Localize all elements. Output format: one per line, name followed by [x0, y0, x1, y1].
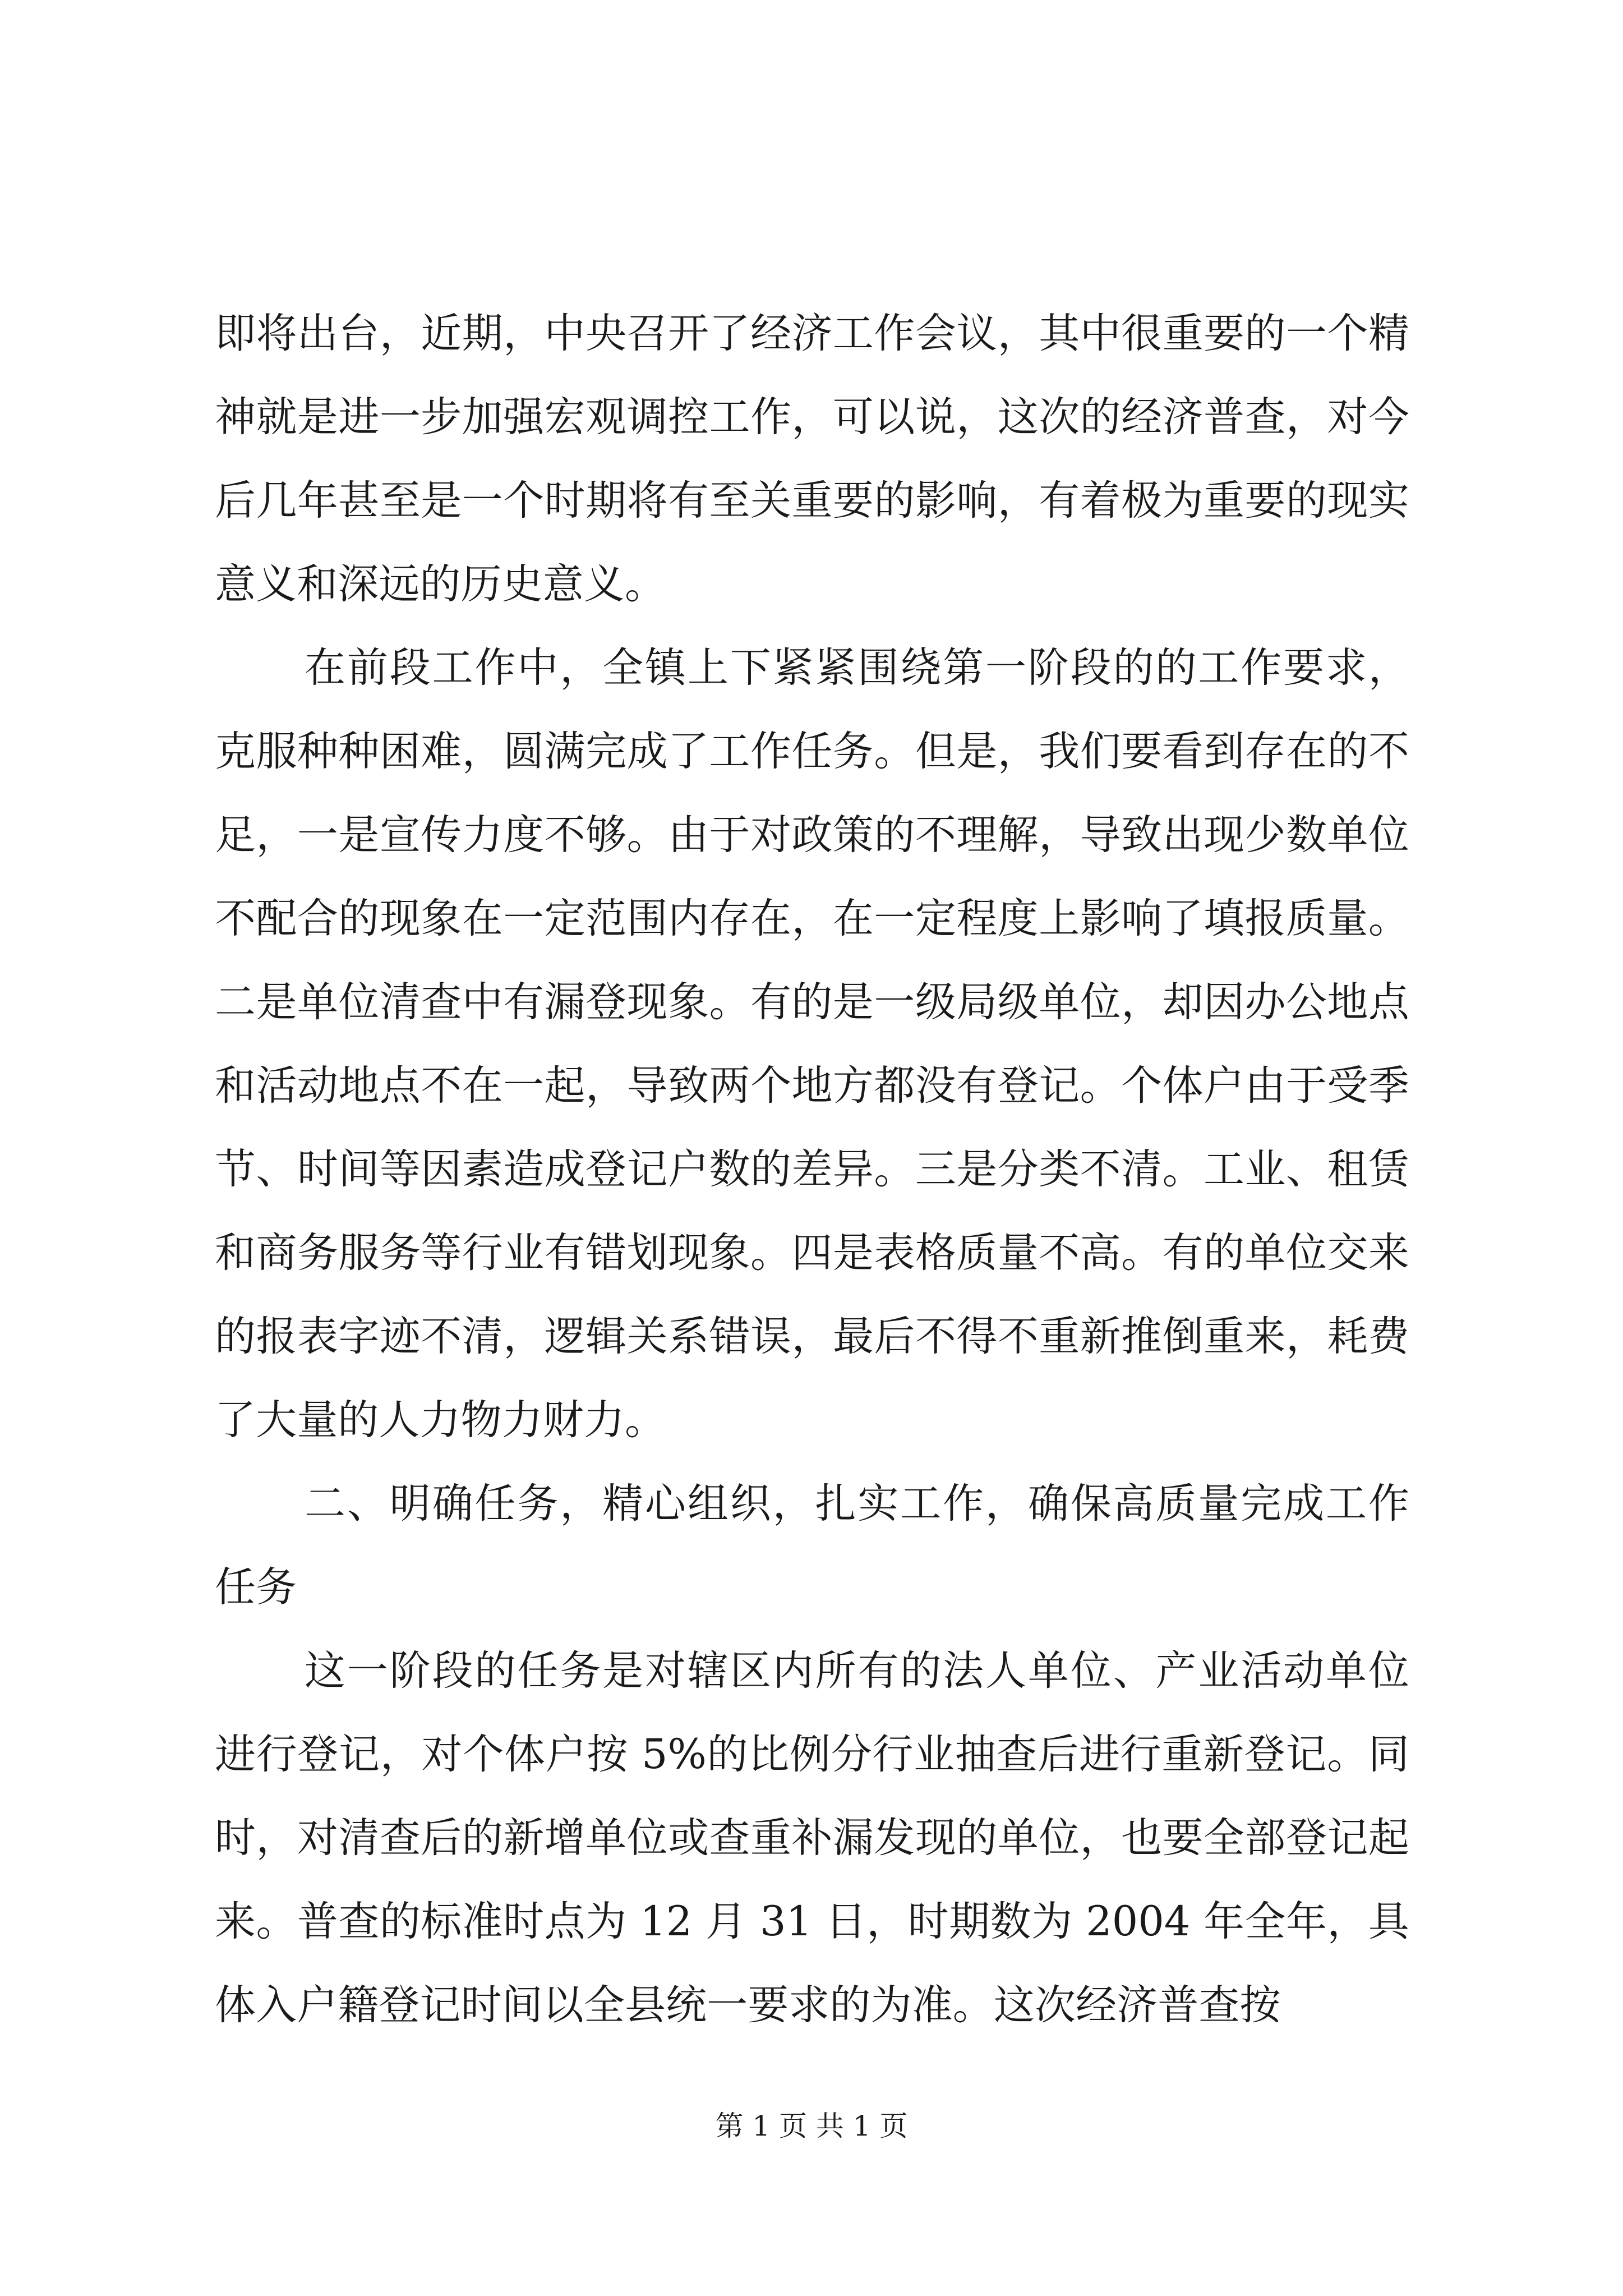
paragraph-1: 即将出台，近期，中央召开了经济工作会议，其中很重要的一个精神就是进一步加强宏观调控工作，可以说，这次的经济普查，对今后几年甚至是一个时期将有至关重要的影响，有着极为重要的现实意义和深远的历史意义。 [215, 310, 1409, 608]
section-heading: 二、明确任务，精心组织，扎实工作，确保高质量完成工作任务 [215, 1480, 1409, 1611]
document-body [215, 292, 1409, 2047]
paragraph-3: 这一阶段的任务是对辖区内所有的法人单位、产业活动单位进行登记，对个体户按 5%的比例分行业抽查后进行重新登记。同时，对清查后的新增单位或查重补漏发现的单位，也要全部登记起来。普查的标准时点为 12 月 31 日，时期数为 2004 年全年，具体入户籍登记时间以全县统一要求的为准。这次经济普查按 [215, 1647, 1409, 2029]
paragraph-2: 在前段工作中，全镇上下紧紧围绕第一阶段的的工作要求，克服种种困难，圆满完成了工作任务。但是，我们要看到存在的不足，一是宣传力度不够。由于对政策的不理解，导致出现少数单位不配合的现象在一定范围内存在，在一定程度上影响了填报质量。二是单位清查中有漏登现象。有的是一级局级单位，却因办公地点和活动地点不在一起，导致两个地方都没有登记。个体户由于受季节、时间等因素造成登记户数的差异。三是分类不清。工业、租赁和商务服务等行业有错划现象。四是表格质量不高。有的单位交来的报表字迹不清，逻辑关系错误，最后不得不重新推倒重来，耗费了大量的人力物力财力。 [215, 644, 1409, 1444]
page-footer: 第 1 页 共 1 页 [715, 2110, 908, 2142]
